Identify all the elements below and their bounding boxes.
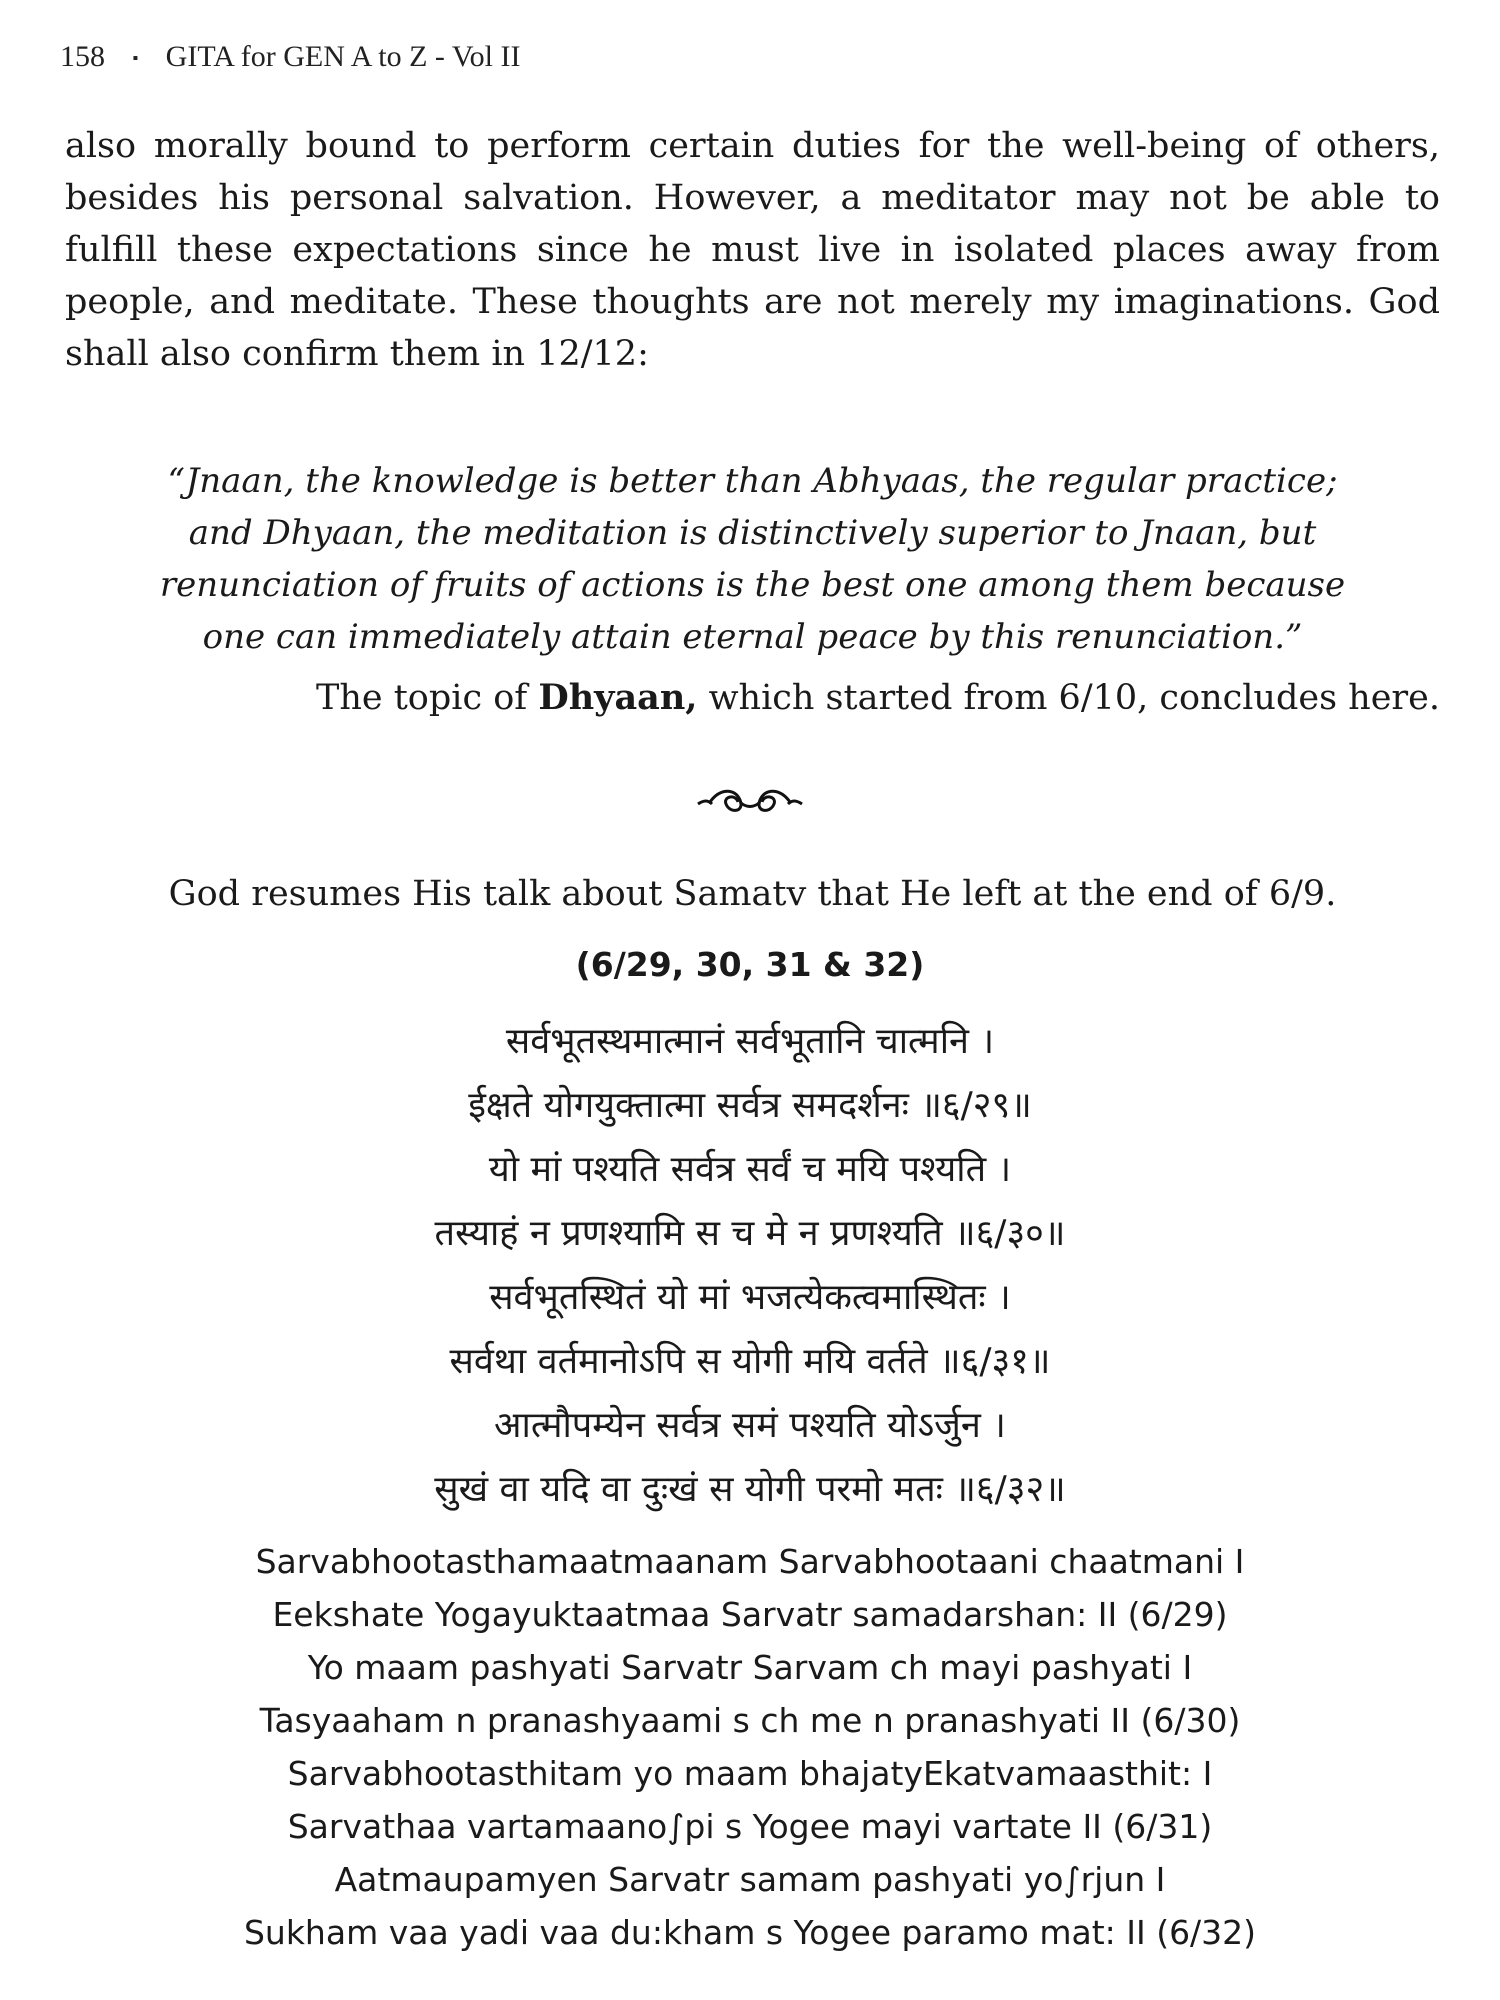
running-header bbox=[60, 40, 520, 74]
quote-line: renunciation of fruits of actions is the best one among them because bbox=[159, 565, 1346, 605]
book-title: GITA for GEN A to Z - Vol II bbox=[165, 40, 521, 73]
transliteration-line: Sarvabhootasthamaatmaanam Sarvabhootaani chaatmani I bbox=[255, 1542, 1245, 1581]
decorative-flourish-icon bbox=[690, 780, 810, 820]
sanskrit-line: सर्वभूतस्थमात्मानं सर्वभूतानि चात्मनि । bbox=[505, 1021, 995, 1062]
sanskrit-line: यो मां पश्यति सर्वत्र सर्वं च मयि पश्यति । bbox=[488, 1149, 1012, 1190]
page-number: 158 bbox=[60, 40, 105, 73]
transliteration-line: Tasyaaham n pranashyaami s ch me n pranashyati II (6/30) bbox=[259, 1701, 1241, 1740]
quote-line: “Jnaan, the knowledge is better than Abhyaas, the regular practice; bbox=[167, 461, 1338, 501]
conclusion-line bbox=[65, 672, 1440, 724]
transliteration-line: Sukham vaa yadi vaa du:kham s Yogee paramo mat: II (6/32) bbox=[243, 1913, 1257, 1952]
transliteration-line: Sarvabhootasthitam yo maam bhajatyEkatvamaasthit: I bbox=[287, 1754, 1213, 1793]
header-separator: ▪ bbox=[132, 50, 139, 68]
quote-block bbox=[65, 455, 1440, 663]
conclusion-suffix: which started from 6/10, concludes here. bbox=[697, 678, 1440, 718]
quote-line: one can immediately attain eternal peace by this renunciation.” bbox=[202, 617, 1303, 657]
transliteration-line: Yo maam pashyati Sarvatr Sarvam ch mayi pashyati I bbox=[307, 1648, 1193, 1687]
sanskrit-line: सर्वथा वर्तमानोऽपि स योगी मयि वर्तते ॥६/३१॥ bbox=[449, 1341, 1051, 1382]
body-paragraph: also morally bound to perform certain duties for the well-being of others, besides his personal salvation. However, a meditator may not be able to fulfill these expectations since he must live in isolated places away from people, and meditate. These thoughts are not merely my imaginations. God shall also confirm them in 12/12: bbox=[65, 126, 1440, 374]
transliteration-line: Sarvathaa vartamaano∫pi s Yogee mayi vartate II (6/31) bbox=[287, 1807, 1213, 1846]
sanskrit-line: तस्याहं न प्रणश्यामि स च मे न प्रणश्यति ॥६/३०॥ bbox=[434, 1213, 1066, 1254]
transliteration-line: Aatmaupamyen Sarvatr samam pashyati yo∫rjun I bbox=[334, 1860, 1166, 1899]
sanskrit-line: सुखं वा यदि वा दुःखं स योगी परमो मतः ॥६/३२॥ bbox=[434, 1469, 1066, 1510]
conclusion-bold-term: Dhyaan, bbox=[538, 677, 698, 718]
sanskrit-line: आत्मौपम्येन सर्वत्र समं पश्यति योऽर्जुन । bbox=[494, 1405, 1006, 1446]
resume-line: God resumes His talk about Samatv that He left at the end of 6/9. bbox=[168, 874, 1337, 914]
verse-reference: (6/29, 30, 31 & 32) bbox=[575, 945, 925, 984]
sanskrit-line: सर्वभूतस्थितं यो मां भजत्येकत्वमास्थितः । bbox=[489, 1277, 1011, 1318]
quote-line: and Dhyaan, the meditation is distinctively superior to Jnaan, but bbox=[188, 513, 1317, 553]
sanskrit-line: ईक्षते योगयुक्तात्मा सर्वत्र समदर्शनः ॥६/२९॥ bbox=[468, 1085, 1032, 1126]
transliteration-line: Eekshate Yogayuktaatmaa Sarvatr samadarshan: II (6/29) bbox=[272, 1595, 1228, 1634]
sanskrit-verse bbox=[0, 1010, 1500, 1522]
transliteration-block bbox=[0, 1535, 1500, 1959]
conclusion-prefix: The topic of bbox=[316, 678, 539, 718]
